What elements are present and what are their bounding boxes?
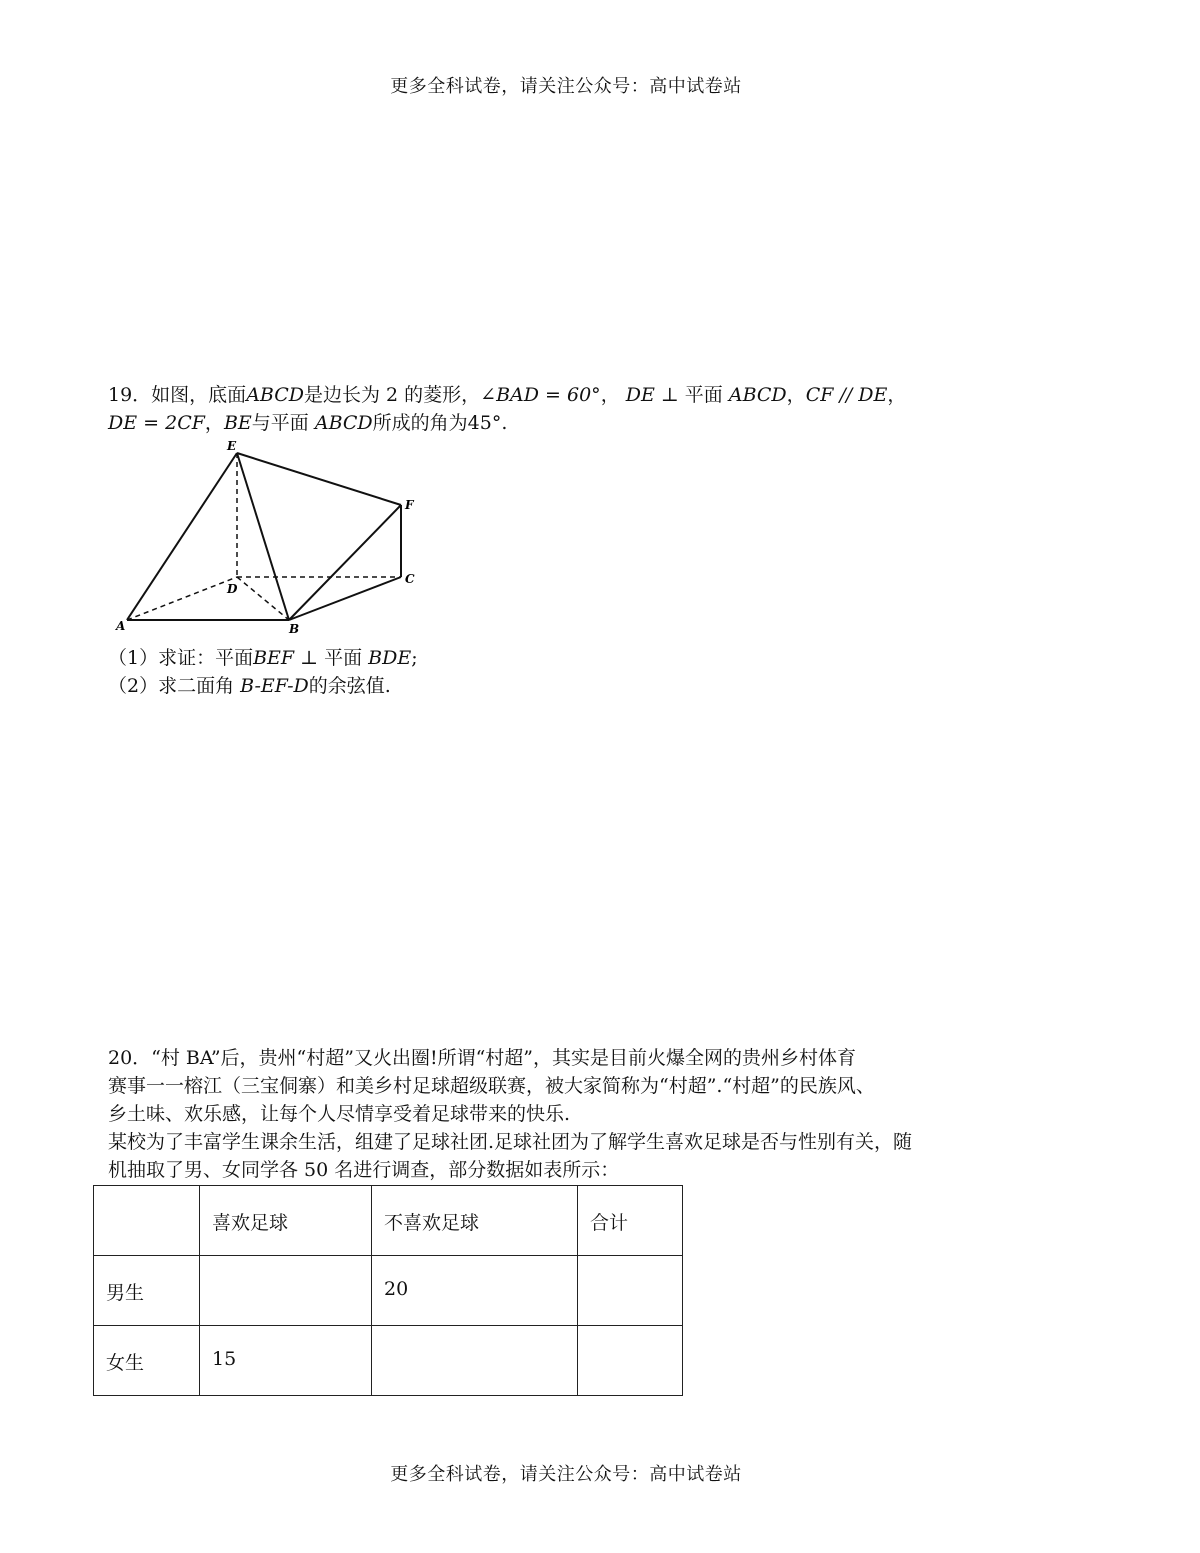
q19-text: ; xyxy=(411,647,418,669)
q19-text: （2）求二面角 xyxy=(108,675,235,697)
math-bef: BEF ⊥ xyxy=(253,647,319,669)
edge-db-hidden xyxy=(237,577,289,620)
table-cell: 20 xyxy=(372,1256,578,1326)
survey-table xyxy=(93,1185,683,1396)
q19-text: 平面 xyxy=(324,647,363,669)
q19-text: 平面 xyxy=(678,384,723,406)
q19-part-1 xyxy=(108,646,418,670)
q19-text: ， xyxy=(887,384,907,406)
math-de-2cf: DE = 2CF xyxy=(108,412,205,434)
table-cell: 15 xyxy=(200,1326,372,1396)
q20-line-5: 机抽取了男、女同学各 50 名进行调查，部分数据如表所示： xyxy=(108,1159,620,1181)
q19-text: （1）求证：平面 xyxy=(108,647,254,669)
q19-text: 所成的角为45°. xyxy=(372,412,508,434)
table-cell xyxy=(578,1256,683,1326)
table-header-cell: 喜欢足球 xyxy=(200,1186,372,1256)
q19-text: ， xyxy=(600,384,620,406)
table-header-cell: 不喜欢足球 xyxy=(372,1186,578,1256)
math-angle: ∠BAD = 60° xyxy=(480,384,601,406)
label-e: E xyxy=(227,439,237,453)
edge-eb xyxy=(237,453,289,620)
math-befd: B-EF-D xyxy=(240,675,309,697)
edge-fb xyxy=(289,505,401,620)
math-be: BE xyxy=(223,412,252,434)
q19-text: ， xyxy=(204,412,224,434)
q19-text: ， xyxy=(786,384,806,406)
geometry-figure xyxy=(108,432,428,642)
q20-line-2: 赛事一一榕江（三宝侗寨）和美乡村足球超级联赛，被大家简称为“村超”.“村超”的民族风、 xyxy=(108,1075,875,1097)
q19-text: 与平面 xyxy=(251,412,309,434)
footer-note: 更多全科试卷，请关注公众号：高中试卷站 xyxy=(390,1464,742,1485)
label-c: C xyxy=(405,572,415,586)
math-de-perp: DE ⊥ xyxy=(625,384,679,406)
label-a: A xyxy=(116,619,126,633)
edge-ef xyxy=(237,453,401,505)
table-header-cell xyxy=(94,1186,200,1256)
table-cell xyxy=(200,1256,372,1326)
q20-line-3: 乡土味、欢乐感，让每个人尽情享受着足球带来的快乐. xyxy=(108,1103,571,1125)
q19-part-2 xyxy=(108,674,391,698)
edge-ea xyxy=(127,453,237,620)
label-b: B xyxy=(289,622,300,636)
table-header-row xyxy=(94,1186,683,1256)
q19-text: 是边长为 2 的菱形， xyxy=(304,384,481,406)
label-d: D xyxy=(227,582,238,596)
q20-line-4: 某校为了丰富学生课余生活，组建了足球社团.足球社团为了解学生喜欢足球是否与性别有关，随 xyxy=(108,1131,913,1153)
q19-line-1 xyxy=(108,383,906,407)
table-cell xyxy=(578,1326,683,1396)
table-row xyxy=(94,1256,683,1326)
math-bde: BDE xyxy=(368,647,412,669)
math-abcd: ABCD xyxy=(728,384,787,406)
math-cf-de: CF // DE xyxy=(805,384,888,406)
table-cell: 女生 xyxy=(94,1326,200,1396)
math-abcd: ABCD xyxy=(314,412,373,434)
table-header-cell: 合计 xyxy=(578,1186,683,1256)
edge-ad-hidden xyxy=(127,577,237,620)
edge-bc xyxy=(289,577,401,620)
math-abcd: ABCD xyxy=(246,384,304,406)
table-row xyxy=(94,1326,683,1396)
label-f: F xyxy=(405,498,414,512)
q20-line-1: 20．“村 BA”后，贵州“村超”又火出圈!所谓“村超”，其实是目前火爆全网的贵州乡村体育 xyxy=(108,1047,857,1069)
table-cell: 男生 xyxy=(94,1256,200,1326)
table-cell xyxy=(372,1326,578,1396)
q19-text: 的余弦值. xyxy=(308,675,391,697)
header-note: 更多全科试卷，请关注公众号：高中试卷站 xyxy=(390,76,742,97)
q19-text: 19．如图，底面 xyxy=(108,384,247,406)
